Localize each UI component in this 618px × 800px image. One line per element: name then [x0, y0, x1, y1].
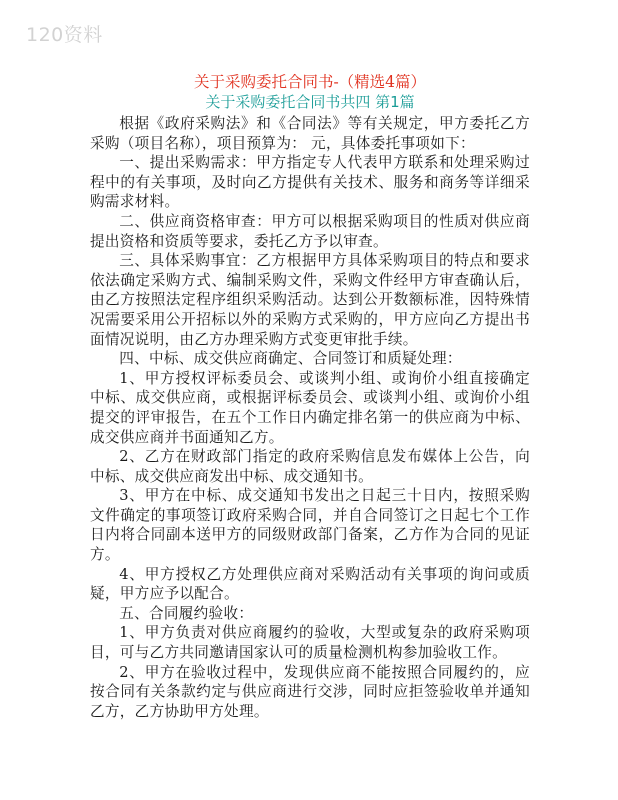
paragraph: 1、甲方授权评标委员会、或谈判小组、或询价小组直接确定中标、成交供应商，或根据评标委员会、或谈判小组、或询价小组提交的评审报告，在五个工作日内确定排名第一的供应商为中标、成交供应商并书面通知乙方。 [90, 369, 530, 446]
document-body [90, 72, 530, 721]
document-subtitle: 关于采购委托合同书共四 第1篇 [205, 93, 415, 111]
paragraph: 一、提出采购需求：甲方指定专人代表甲方联系和处理采购过程中的有关事项，及时向乙方提供有关技术、服务和商务等详细采购需求材料。 [90, 154, 530, 211]
section-heading: 四、中标、成交供应商确定、合同签订和质疑处理： [119, 350, 462, 368]
paragraph: 4、甲方授权乙方处理供应商对采购活动有关事项的询问或质疑，甲方应予以配合。 [90, 565, 530, 603]
watermark-logo: 120资料 [26, 24, 103, 46]
paragraph: 根据《政府采购法》和《合同法》等有关规定，甲方委托乙方采购（项目名称），项目预算为： 元，具体委托事项如下： [90, 115, 530, 152]
paragraph: 2、甲方在验收过程中，发现供应商不能按照合同履约的，应按合同有关条款约定与供应商进行交涉，同时应拒签验收单并通知乙方，乙方协助甲方处理。 [90, 663, 530, 720]
paragraph: 2、乙方在财政部门指定的政府采购信息发布媒体上公告，向中标、成交供应商发出中标、成交通知书。 [90, 448, 530, 485]
paragraph: 二、供应商资格审查：甲方可以根据采购项目的性质对供应商提出资格和资质等要求，委托乙方予以审查。 [90, 212, 530, 250]
paragraph: 三、具体采购事宜：乙方根据甲方具体采购项目的特点和要求依法确定采购方式、编制采购文件，采购文件经甲方审查确认后，由乙方按照法定程序组织采购活动。达到公开数额标准，因特殊情况需要采用公开招标以外的采购方式采购的，甲方应向乙方提出书面情况说明，由乙方办理采购方式变更审批手续。 [90, 252, 530, 348]
paragraph: 3、甲方在中标、成交通知书发出之日起三十日内，按照采购文件确定的事项签订政府采购合同，并自合同签订之日起七个工作日内将合同副本送甲方的同级财政部门备案，乙方作为合同的见证方。 [90, 487, 530, 564]
paragraph: 1、甲方负责对供应商履约的验收，大型或复杂的政府采购项目，可与乙方共同邀请国家认可的质量检测机构参加验收工作。 [90, 624, 530, 662]
section-heading: 五、合同履约验收： [119, 604, 254, 622]
document-title: 关于采购委托合同书-（精选4篇） [193, 73, 427, 91]
